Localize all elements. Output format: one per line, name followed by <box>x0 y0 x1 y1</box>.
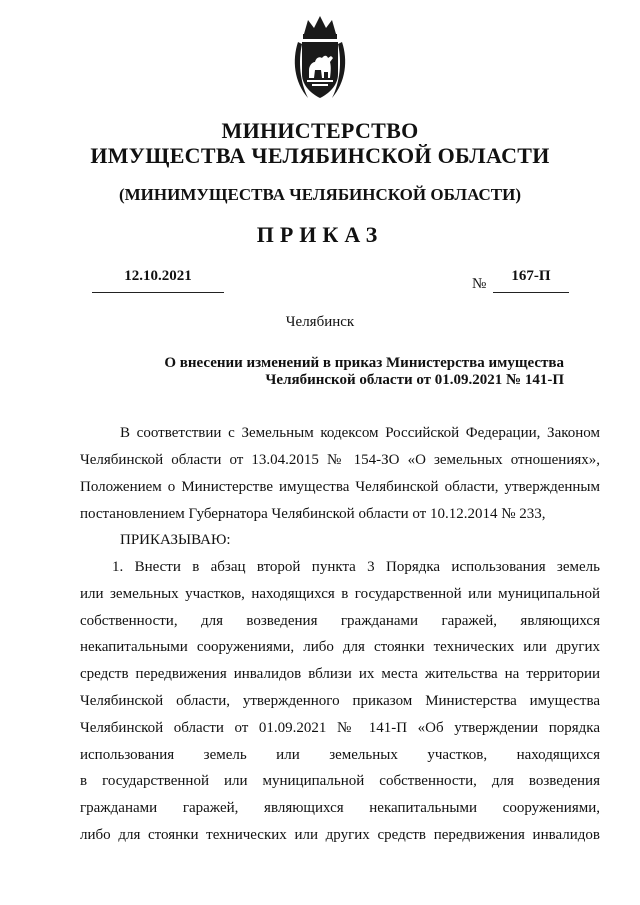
document-number: 167-П <box>493 268 569 293</box>
subject-line1: О внесении изменений в приказ Министерства имущества <box>164 355 564 371</box>
body-line: Положением о Министерстве имущества Челябинской области, утвержденным <box>80 479 600 495</box>
body-line: некапитальными сооружениями, либо для стоянки технических или других <box>80 639 600 655</box>
body-line: использования земель или земельных участков, находящихся <box>80 747 600 763</box>
subject-line2: Челябинской области от 01.09.2021 № 141-П <box>265 372 564 388</box>
coat-of-arms-icon <box>290 12 350 104</box>
document-date: 12.10.2021 <box>92 268 224 293</box>
body-line: Челябинской области от 01.09.2021 № 141-П «Об утверждении порядка <box>80 720 600 736</box>
body-line: Челябинской области, утвержденного приказом Министерства имущества <box>80 693 600 709</box>
ministry-name-line2: ИМУЩЕСТВА ЧЕЛЯБИНСКОЙ ОБЛАСТИ <box>90 143 550 168</box>
body-line: гражданами гаражей, являющихся некапитальными сооружениями, <box>80 800 600 816</box>
body-line: Челябинской области от 13.04.2015 № 154-ЗО «О земельных отношениях», <box>80 452 600 468</box>
document-type: ПРИКАЗ <box>256 222 384 247</box>
body-line: или земельных участков, находящихся в государственной или муниципальной <box>80 586 600 602</box>
ministry-short-name: (МИНИМУЩЕСТВА ЧЕЛЯБИНСКОЙ ОБЛАСТИ) <box>118 185 522 204</box>
body-line: собственности, для возведения гражданами гаражей, являющихся <box>80 613 600 629</box>
body-line: средств передвижения инвалидов вблизи их места жительства на территории <box>80 666 600 682</box>
body-line: либо для стоянки технических или других средств передвижения инвалидов <box>80 827 600 843</box>
body-line: постановлением Губернатора Челябинской области от 10.12.2014 № 233, <box>80 506 546 522</box>
ministry-name-line1: МИНИСТЕРСТВО <box>221 118 419 143</box>
body-line: В соответствии с Земельным кодексом Российской Федерации, Законом <box>120 425 600 441</box>
order-keyword: ПРИКАЗЫВАЮ: <box>120 532 231 548</box>
document-city: Челябинск <box>285 314 355 330</box>
body-line: 1. Внести в абзац второй пункта 3 Порядка использования земель <box>112 559 600 575</box>
body-line: в государственной или муниципальной собственности, для возведения <box>80 773 600 789</box>
number-sign: № <box>472 276 487 292</box>
